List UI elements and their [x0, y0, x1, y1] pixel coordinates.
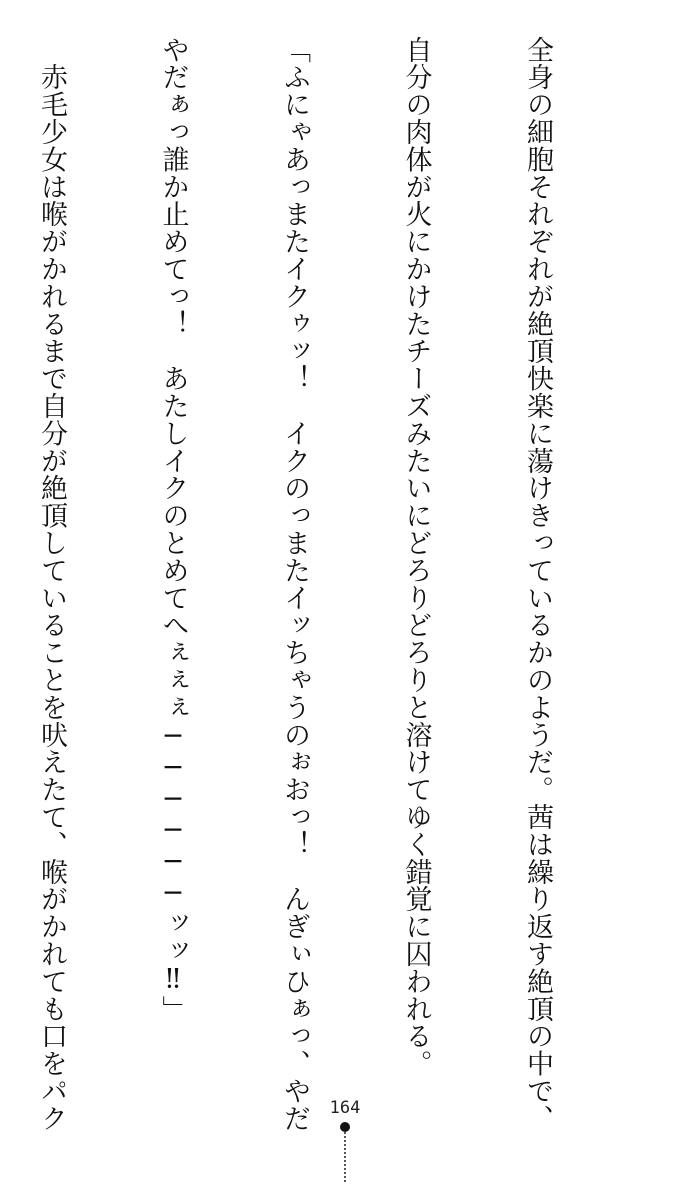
page-number: 164 — [329, 1098, 361, 1118]
dialogue-line: やだぁっ誰か止めてっ！ あたしイクのとめてへぇぇぇ──────ッッ‼」 — [157, 36, 189, 1023]
text-line: 全身の細胞それぞれが絶頂快楽に蕩けきっているかのようだ。茜は繰り返す絶頂の中で、 — [522, 36, 553, 1132]
text-line: 赤毛少女は喉がかれるまで自分が絶頂していることを吠えたて、喉がかれても口をパク — [36, 36, 67, 1132]
dotted-line-icon — [344, 1132, 346, 1182]
bullet-dot-icon — [340, 1122, 350, 1132]
dialogue-line: 「ふにゃあっまたイクゥッ！ イクのっまたイッちゃうのぉおっ！ んぎぃひぁっ、やだ — [279, 36, 310, 1132]
page-marker-icon — [340, 1122, 350, 1182]
text-line: 自分の肉体が火にかけたチーズみたいにどろりどろりと溶けてゆく錯覚に囚われる。 — [400, 36, 432, 1078]
